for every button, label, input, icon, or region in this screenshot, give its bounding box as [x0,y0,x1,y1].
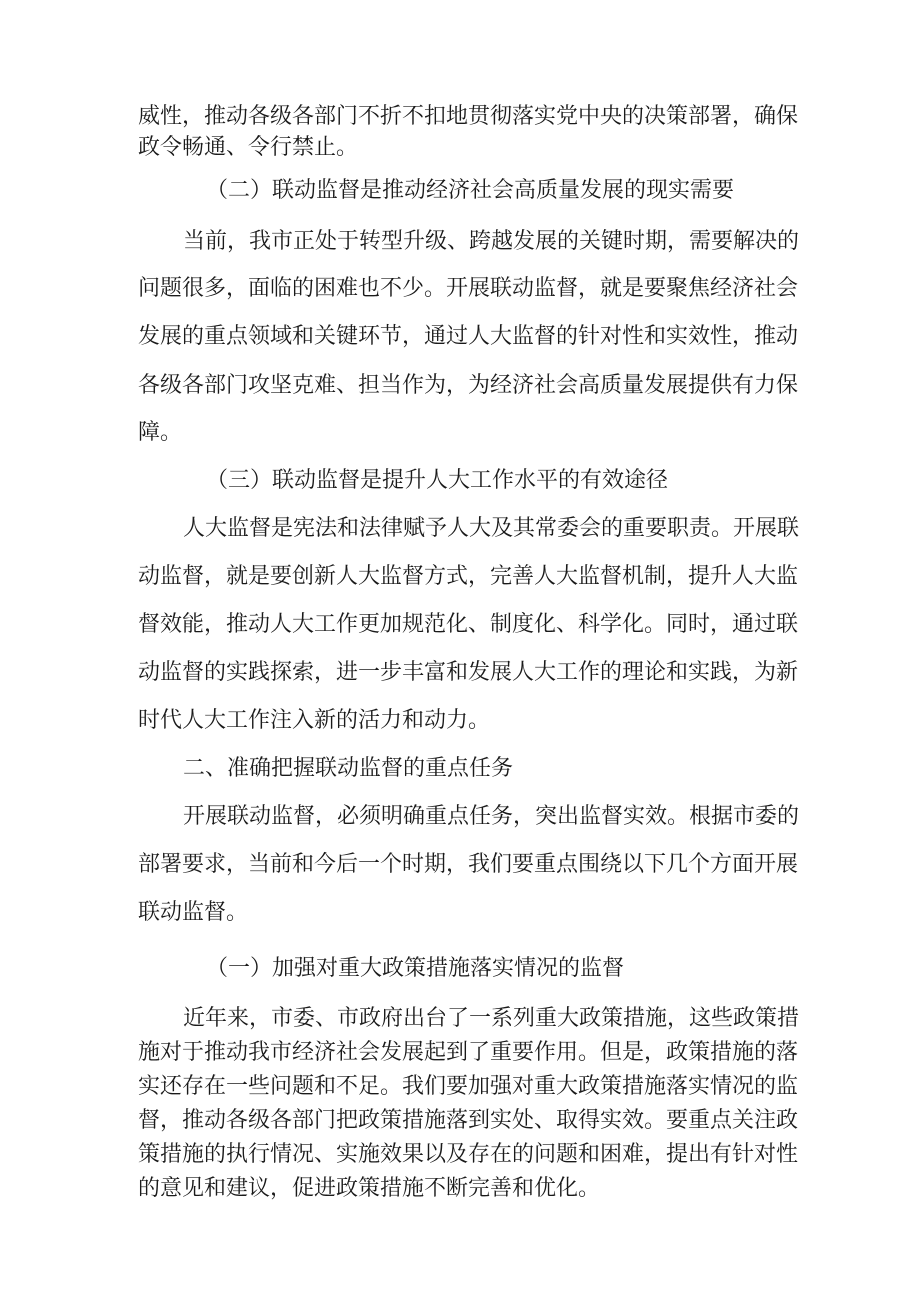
text-line: 督效能，推动人大工作更加规范化、制度化、科学化。同时，通过联 [138,612,799,637]
text-line: 政令畅通、令行禁止。 [138,135,359,160]
text-line: 威性，推动各级各部门不折不扣地贯彻落实党中央的决策部署，确保 [138,104,799,129]
text-line: 开展联动监督，必须明确重点任务，突出监督实效。根据市委的 [183,804,800,829]
text-line: 动监督的实践探索，进一步丰富和发展人大工作的理论和实践，为新 [138,660,799,685]
text-line: 近年来，市委、市政府出台了一系列重大政策措施，这些政策措 [183,1006,800,1031]
text-line: 人大监督是宪法和法律赋予人大及其常委会的重要职责。开展联 [183,516,800,541]
text-line: 实还存在一些问题和不足。我们要加强对重大政策措施落实情况的监 [138,1074,799,1099]
text-line: 部署要求，当前和今后一个时期，我们要重点围绕以下几个方面开展 [138,852,799,877]
text-line: 障。 [138,420,183,445]
section-heading: 二、准确把握联动监督的重点任务 [183,756,514,781]
text-line: 施对于推动我市经济社会发展起到了重要作用。但是，政策措施的落 [138,1040,799,1065]
text-line: 的意见和建议，促进政策措施不断完善和优化。 [138,1176,601,1201]
section-subheading: （二）联动监督是推动经济社会高质量发展的现实需要 [206,178,735,203]
text-line: 发展的重点领域和关键环节，通过人大监督的针对性和实效性，推动 [138,324,799,349]
section-subheading: （三）联动监督是提升人大工作水平的有效途径 [206,468,669,493]
text-line: 策措施的执行情况、实施效果以及存在的问题和困难，提出有针对性 [138,1142,799,1167]
text-line: 各级各部门攻坚克难、担当作为，为经济社会高质量发展提供有力保 [138,373,799,398]
text-line: 当前，我市正处于转型升级、跨越发展的关键时期，需要解决的 [183,229,800,254]
text-line: 联动监督。 [138,900,249,925]
text-line: 督，推动各级各部门把政策措施落到实处、取得实效。要重点关注政 [138,1108,799,1133]
section-subheading: （一）加强对重大政策措施落实情况的监督 [206,956,625,981]
text-line: 时代人大工作注入新的活力和动力。 [138,708,491,733]
text-line: 问题很多，面临的困难也不少。开展联动监督，就是要聚焦经济社会 [138,276,799,301]
text-line: 动监督，就是要创新人大监督方式，完善人大监督机制，提升人大监 [138,564,799,589]
